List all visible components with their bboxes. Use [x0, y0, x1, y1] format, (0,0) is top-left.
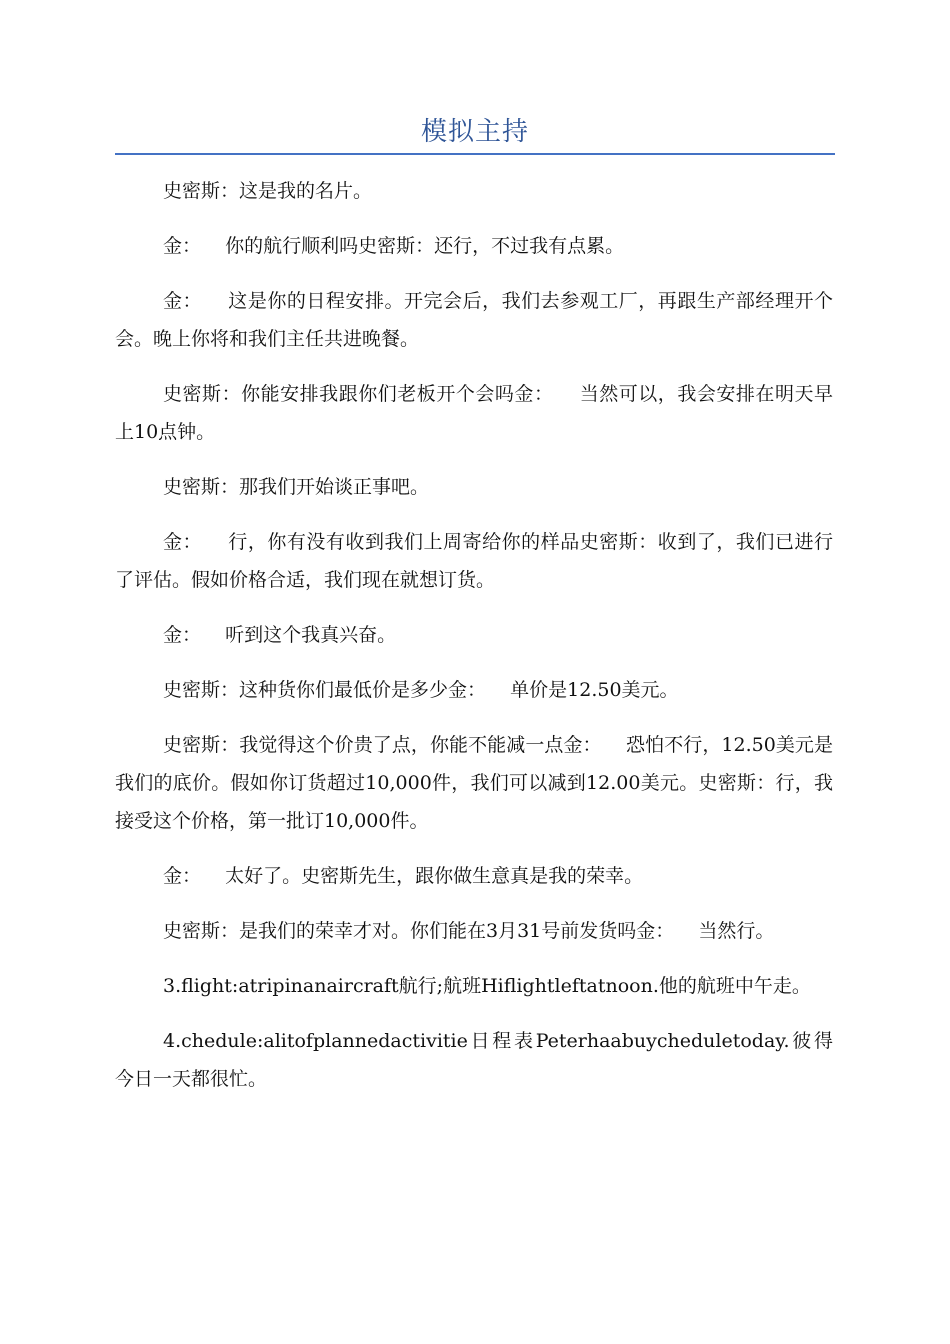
title-underline	[115, 153, 835, 155]
paragraph: 史密斯：这种货你们最低价是多少金： 单价是12.50美元。	[163, 679, 679, 701]
paragraph: 4.chedule:alitofplannedactivitie日程表Peterhaabuycheduletoday.彼得今日一天都很忙。	[115, 1030, 833, 1090]
paragraph: 史密斯：是我们的荣幸才对。你们能在3月31号前发货吗金： 当然行。	[163, 920, 775, 942]
paragraph: 史密斯：我觉得这个价贵了点，你能不能减一点金： 恐怕不行，12.50美元是我们的底价。假如你订货超过10,000件，我们可以减到12.00美元。史密斯：行，我接受这个价格，第一批订10,000件。	[115, 734, 833, 832]
document-title: 模拟主持	[420, 117, 529, 147]
paragraph: 金： 行，你有没有收到我们上周寄给你的样品史密斯：收到了，我们已进行了评估。假如价格合适，我们现在就想订货。	[115, 531, 833, 591]
paragraph: 金： 听到这个我真兴奋。	[163, 624, 397, 646]
paragraph: 金： 你的航行顺利吗史密斯：还行，不过我有点累。	[163, 235, 625, 257]
paragraph: 史密斯：那我们开始谈正事吧。	[163, 476, 430, 498]
paragraph: 3.flight:atripinanaircraft航行;航班Hiflightleftatnoon.他的航班中午走。	[163, 975, 811, 997]
paragraph: 金： 这是你的日程安排。开完会后，我们去参观工厂，再跟生产部经理开个会。晚上你将和我们主任共进晚餐。	[115, 290, 833, 350]
document-body	[115, 172, 833, 1115]
paragraph: 史密斯：这是我的名片。	[163, 180, 373, 202]
paragraph: 金： 太好了。史密斯先生，跟你做生意真是我的荣幸。	[163, 865, 644, 887]
paragraph: 史密斯：你能安排我跟你们老板开个会吗金： 当然可以，我会安排在明天早上10点钟。	[115, 383, 833, 443]
